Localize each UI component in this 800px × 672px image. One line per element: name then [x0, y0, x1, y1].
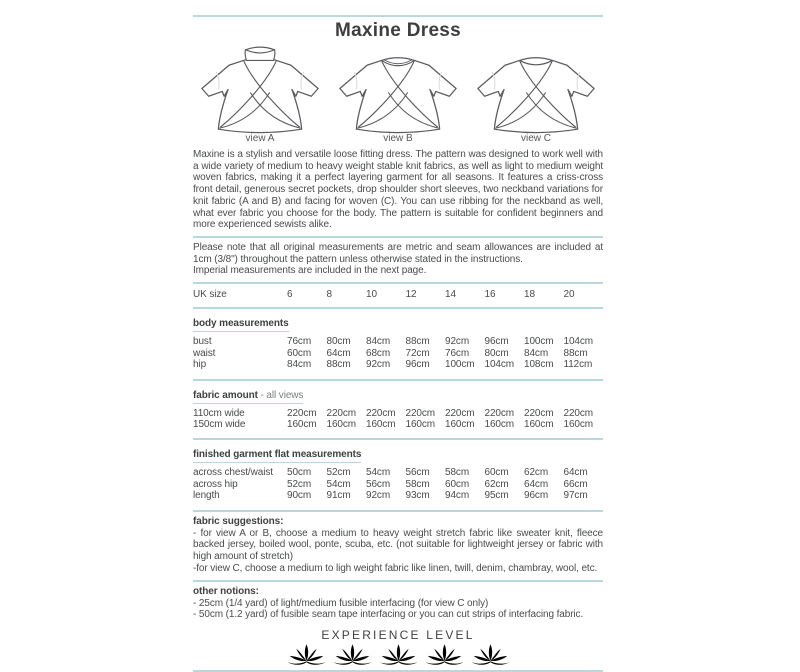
cell: 220cm	[366, 407, 396, 419]
lotus-icon	[422, 643, 467, 667]
cell: 220cm	[563, 407, 594, 419]
view-a-label: view A	[245, 133, 275, 144]
view-c	[469, 43, 603, 144]
table-row	[193, 336, 603, 347]
cell: 58cm	[445, 467, 470, 479]
size-table-label: UK size	[193, 289, 227, 301]
table-row	[193, 479, 603, 490]
section-title: body measurements	[193, 318, 289, 332]
cell: 64cm	[326, 347, 351, 359]
size-col: 12	[405, 289, 417, 301]
cell: 220cm	[445, 407, 475, 419]
divider	[193, 580, 603, 582]
row-label: 110cm wide	[193, 407, 245, 419]
cell: 64cm	[563, 467, 588, 479]
cell: 160cm	[326, 419, 357, 431]
row-label: length	[193, 490, 220, 502]
cell: 220cm	[326, 407, 357, 419]
row-label: hip	[193, 359, 207, 371]
page-title: Maxine Dress	[334, 20, 462, 41]
cell: 50cm	[287, 467, 312, 479]
cell: 88cm	[326, 359, 351, 371]
cell: 76cm	[287, 336, 312, 348]
cell: 56cm	[405, 467, 430, 479]
cell: 160cm	[563, 419, 594, 431]
table-row	[193, 419, 603, 430]
table-row	[193, 467, 603, 478]
size-col: 6	[287, 289, 293, 301]
cell: 54cm	[366, 467, 391, 479]
cell: 220cm	[484, 407, 515, 419]
cell: 100cm	[445, 359, 475, 371]
cell: 96cm	[405, 359, 430, 371]
cell: 60cm	[484, 467, 509, 479]
cell: 220cm	[405, 407, 436, 419]
cell: 95cm	[484, 490, 509, 502]
table-row	[193, 408, 603, 419]
section-finished-measurements-header	[193, 444, 603, 463]
cell: 220cm	[524, 407, 554, 419]
body-measurements-table	[193, 335, 603, 373]
fabric-suggestion-item: -for view C, choose a medium to ligh weight fabric like linen, twill, denim, chambray, wool, etc.	[193, 562, 598, 574]
fabric-suggestions	[193, 516, 603, 575]
cell: 93cm	[405, 490, 430, 502]
cell: 72cm	[405, 347, 430, 359]
dress-view-b-illustration	[331, 43, 465, 135]
cell: 160cm	[445, 419, 475, 431]
cell: 62cm	[524, 467, 549, 479]
cell: 76cm	[445, 347, 470, 359]
cell: 62cm	[484, 478, 509, 490]
cell: 64cm	[524, 478, 549, 490]
size-col: 8	[326, 289, 332, 301]
cell: 80cm	[484, 347, 509, 359]
cell: 160cm	[366, 419, 396, 431]
other-notion-item: - 50cm (1.2 yard) of fusible seam tape interfacing or you can cut strips of interfacing fabric.	[193, 609, 584, 621]
cell: 91cm	[326, 490, 351, 502]
cell: 68cm	[366, 347, 391, 359]
lotus-icon	[330, 643, 375, 667]
table-row	[193, 490, 603, 501]
cell: 100cm	[524, 336, 554, 348]
row-label: 150cm wide	[193, 419, 246, 431]
cell: 52cm	[287, 478, 312, 490]
cell: 60cm	[287, 347, 312, 359]
section-title: finished garment flat measurements	[193, 449, 361, 463]
cell: 104cm	[563, 336, 594, 348]
cell: 112cm	[563, 359, 593, 371]
cell: 84cm	[524, 347, 549, 359]
finished-measurements-table	[193, 466, 603, 504]
cell: 96cm	[484, 336, 509, 348]
section-subtitle: - all views	[257, 389, 304, 401]
cell: 54cm	[326, 478, 351, 490]
row-label: bust	[193, 336, 212, 348]
fabric-amount-table	[193, 407, 603, 434]
measurement-note	[193, 242, 603, 277]
cell: 160cm	[484, 419, 515, 431]
fabric-suggestions-title: fabric suggestions:	[193, 515, 284, 527]
cell: 56cm	[366, 478, 391, 490]
section-body-measurements-header	[193, 313, 603, 332]
size-col: 16	[484, 289, 496, 301]
note-imperial: Imperial measurements are included in the next page.	[193, 265, 427, 277]
cell: 60cm	[445, 478, 470, 490]
table-row	[193, 348, 603, 359]
cell: 84cm	[287, 359, 312, 371]
divider	[193, 282, 603, 284]
note-metric: Please note that all original measurements are metric and seam allowances are included at 1cm (3/8") throughout the pattern unless otherwise stated in the instructions.	[193, 241, 603, 265]
cell: 80cm	[326, 336, 351, 348]
cell: 108cm	[524, 359, 554, 371]
row-label: waist	[193, 347, 216, 359]
cell: 92cm	[445, 336, 470, 348]
lotus-icon	[284, 643, 329, 667]
cell: 160cm	[524, 419, 554, 431]
cell: 220cm	[287, 407, 317, 419]
pattern-sheet	[193, 0, 603, 672]
divider	[193, 438, 603, 440]
top-divider	[193, 15, 603, 17]
cell: 92cm	[366, 490, 391, 502]
dress-view-a-illustration	[193, 43, 327, 135]
dress-view-c-illustration	[469, 43, 603, 135]
cell: 104cm	[484, 359, 515, 371]
view-b	[331, 43, 465, 144]
divider	[193, 510, 603, 512]
experience-level-indicator	[193, 643, 603, 667]
cell: 160cm	[405, 419, 436, 431]
pattern-description: Maxine is a stylish and versatile loose fitting dress. The pattern was designed to work well with a wide variety of medium to heavy weight stable knit fabrics, as well as light to medium weight woven fabrics, making it a perfect layering garment for all seasons. It features a criss-cross front detail, generous secret pockets, drop shoulder short sleeves, two neckband variations for knit fabric (A and B) and facing for woven (C). You can use ribbing for the neckband as well, what ever fabric you choose for the body. The pattern is suitable for confident beginners and more experienced sewists alike.	[193, 149, 603, 231]
view-a	[193, 43, 327, 144]
divider	[193, 236, 603, 238]
fabric-suggestion-item: - for view A or B, choose a medium to heavy weight stretch fabric like sweater knit, fleece backed jersey, boiled wool, ponte, scuba, etc. (not suitable for lightweight jersey or fabric with high amount of stretch)	[193, 527, 603, 563]
row-label: across chest/waist	[193, 467, 273, 479]
cell: 66cm	[563, 478, 588, 490]
divider	[193, 379, 603, 381]
cell: 97cm	[563, 490, 588, 502]
section-title: fabric amount - all views	[193, 390, 303, 404]
section-fabric-amount-header	[193, 385, 603, 404]
other-notions-title: other notions:	[193, 585, 259, 597]
row-label: across hip	[193, 478, 238, 490]
cell: 94cm	[445, 490, 470, 502]
lotus-icon	[376, 643, 421, 667]
size-col: 10	[366, 289, 377, 301]
experience-level-label: EXPERIENCE LEVEL	[321, 627, 475, 642]
cell: 88cm	[405, 336, 430, 348]
size-col: 18	[524, 289, 535, 301]
view-c-label: view C	[520, 133, 551, 144]
divider	[193, 307, 603, 309]
cell: 92cm	[366, 359, 391, 371]
table-row	[193, 359, 603, 370]
turtleneck-collar-icon	[245, 50, 275, 61]
cell: 52cm	[326, 467, 351, 479]
size-col: 14	[445, 289, 456, 301]
garment-views	[193, 43, 603, 144]
cell: 84cm	[366, 336, 391, 348]
cell: 90cm	[287, 490, 312, 502]
other-notions	[193, 586, 603, 621]
lotus-icon	[468, 643, 513, 667]
cell: 88cm	[563, 347, 588, 359]
view-b-label: view B	[383, 133, 413, 144]
size-header-row	[193, 288, 603, 302]
cell: 160cm	[287, 419, 317, 431]
other-notion-item: - 25cm (1/4 yard) of light/medium fusible interfacing (for view C only)	[193, 597, 489, 609]
size-col: 20	[563, 289, 575, 301]
cell: 96cm	[524, 490, 549, 502]
cell: 58cm	[405, 478, 430, 490]
